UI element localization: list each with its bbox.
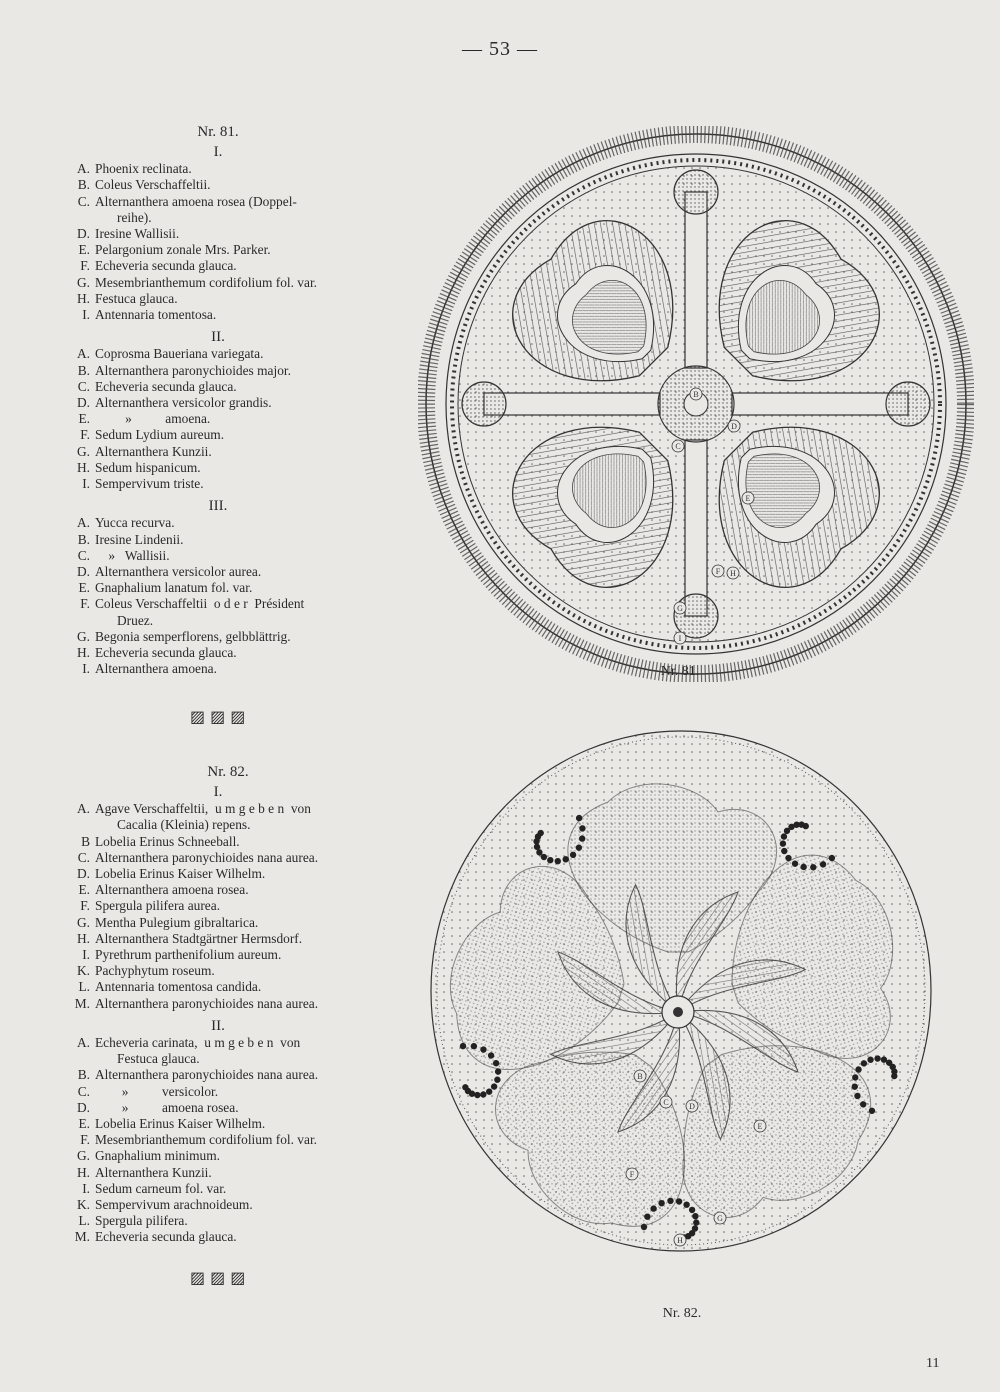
item-text: Antennaria tomentosa.: [95, 307, 217, 323]
list-item: [68, 1035, 348, 1051]
ornament-divider-2: ▨▨▨: [190, 1270, 251, 1287]
nr81-section-numeral: III.: [208, 498, 228, 515]
path-strip: [685, 192, 707, 368]
item-text: Festuca glauca.: [95, 290, 178, 306]
nr82-section-numeral: II.: [211, 1017, 225, 1034]
item-key: G.: [76, 914, 90, 930]
nr81-section-numeral: II.: [211, 329, 225, 346]
item-key: E.: [78, 242, 90, 258]
plan-label: G: [677, 604, 683, 613]
item-text: Alternanthera Stadtgärtner Hermsdorf.: [95, 930, 303, 946]
item-key: E.: [78, 882, 90, 898]
item-key: C.: [77, 547, 90, 563]
spiral-dot: [692, 1213, 698, 1219]
item-text: Pyrethrum parthenifolium aureum.: [95, 947, 282, 963]
list-item: [68, 379, 348, 395]
nr82-garden-plan: [426, 726, 936, 1256]
list-item: [68, 580, 348, 596]
list-item: [68, 307, 348, 323]
item-key: C.: [77, 849, 90, 865]
item-key: H.: [76, 930, 90, 946]
item-text: Coprosma Baueriana variegata.: [95, 346, 264, 362]
list-item: [68, 801, 348, 817]
item-key: I.: [82, 947, 90, 963]
list-item: [68, 564, 348, 580]
list-item: [68, 291, 348, 307]
item-text: Alternanthera versicolor aurea.: [95, 564, 262, 580]
nr82-plant-list: [68, 784, 348, 1246]
list-item: [68, 661, 348, 677]
item-text: Sedum carneum fol. var.: [95, 1180, 227, 1196]
list-item: [68, 834, 348, 850]
item-key: A.: [76, 801, 90, 817]
list-item: [68, 242, 348, 258]
item-key: G.: [76, 443, 90, 459]
item-key: I.: [82, 1180, 90, 1196]
item-text: Alternanthera paronychioides major.: [95, 362, 291, 378]
list-item: [68, 515, 348, 531]
list-item: [68, 817, 348, 833]
item-text: Pachyphytum roseum.: [95, 963, 215, 979]
plan-label: G: [717, 1214, 723, 1223]
spiral-dot: [689, 1207, 695, 1213]
list-item: [68, 996, 348, 1012]
item-key: [68, 817, 95, 833]
list-item: [68, 979, 348, 995]
list-item: [68, 427, 348, 443]
item-text: Mesembrianthemum cordifolium fol. var.: [95, 1132, 318, 1148]
item-key: E.: [78, 411, 90, 427]
list-item: [68, 1100, 348, 1116]
item-text: Echeveria secunda glauca.: [95, 258, 237, 274]
list-item: [68, 1067, 348, 1083]
item-key: G.: [76, 628, 90, 644]
item-text: Yucca recurva.: [95, 515, 175, 531]
nr81-caption: Nr. 81.: [660, 664, 700, 679]
item-key: D.: [76, 866, 90, 882]
item-key: E.: [78, 1116, 90, 1132]
item-text: Echeveria secunda glauca.: [95, 645, 237, 661]
spiral-dot: [667, 1198, 673, 1204]
nr81-section-numeral: I.: [213, 144, 223, 160]
item-key: D.: [76, 226, 90, 242]
item-text: Gnaphalium minimum.: [95, 1148, 220, 1164]
item-text: » Wallisii.: [95, 547, 170, 563]
list-item: [68, 882, 348, 898]
list-item: [68, 1197, 348, 1213]
plan-label: F: [629, 1170, 635, 1179]
plan-label: E: [757, 1122, 763, 1131]
list-item: [68, 613, 348, 629]
item-key: F.: [80, 898, 90, 914]
item-key: F.: [80, 1132, 90, 1148]
item-key: B.: [77, 1067, 90, 1083]
item-text: Begonia semperflorens, gelbblättrig.: [95, 628, 291, 644]
path-end-bed: [462, 382, 506, 426]
item-text: Alternanthera Kunzii.: [95, 1164, 212, 1180]
list-item: [68, 363, 348, 379]
item-text: » versicolor.: [95, 1083, 219, 1099]
item-key: C.: [77, 1083, 90, 1099]
item-key: M.: [74, 995, 90, 1011]
signature-mark: 11: [926, 1356, 940, 1371]
item-text: Phoenix reclinata.: [95, 161, 192, 177]
spiral-dot: [650, 1205, 656, 1211]
item-key: [68, 210, 95, 226]
plan-label: B: [693, 390, 699, 399]
item-key: A.: [76, 161, 90, 177]
item-key: H.: [76, 290, 90, 306]
list-item: [68, 210, 348, 226]
item-text: Lobelia Erinus Kaiser Wilhelm.: [95, 866, 266, 882]
list-item: [68, 1051, 348, 1067]
item-text: reihe).: [117, 209, 152, 225]
list-item: [68, 1229, 348, 1245]
plan-label: F: [715, 567, 721, 576]
list-item: [68, 947, 348, 963]
item-text: Festuca glauca.: [117, 1051, 200, 1067]
item-key: B.: [77, 531, 90, 547]
item-text: Spergula pilifera.: [95, 1213, 188, 1229]
item-text: Mentha Pulegium gibraltarica.: [95, 914, 259, 930]
item-key: M.: [74, 1229, 90, 1245]
item-key: D.: [76, 395, 90, 411]
list-item: [68, 177, 348, 193]
item-key: C.: [77, 193, 90, 209]
item-text: Antennaria tomentosa candida.: [95, 979, 262, 995]
list-item: [68, 548, 348, 564]
item-key: I.: [82, 307, 90, 323]
nr82-caption: Nr. 82.: [662, 1306, 702, 1321]
item-text: Lobelia Erinus Kaiser Wilhelm.: [95, 1116, 266, 1132]
plan-label: H: [730, 569, 736, 578]
list-item: [68, 275, 348, 291]
item-text: Coleus Verschaffeltii.: [95, 177, 211, 193]
list-item: [68, 476, 348, 492]
item-key: I.: [82, 476, 90, 492]
item-text: Echeveria secunda glauca.: [95, 378, 237, 394]
list-item: [68, 1213, 348, 1229]
item-key: D.: [76, 1099, 90, 1115]
item-text: Pelargonium zonale Mrs. Parker.: [95, 242, 271, 258]
list-item: [68, 866, 348, 882]
path-strip: [484, 393, 660, 415]
list-item: [68, 1181, 348, 1197]
list-item: [68, 596, 348, 612]
spiral-dot: [683, 1202, 689, 1208]
list-item: [68, 194, 348, 210]
list-item: [68, 346, 348, 362]
item-key: A.: [76, 346, 90, 362]
item-text: Spergula pilifera aurea.: [95, 898, 221, 914]
item-key: B.: [77, 177, 90, 193]
list-item: [68, 915, 348, 931]
item-key: G.: [76, 1148, 90, 1164]
list-item: [68, 963, 348, 979]
plan-label: C: [663, 1098, 669, 1107]
item-key: B: [81, 833, 90, 849]
item-key: H.: [76, 459, 90, 475]
list-item: [68, 532, 348, 548]
item-text: Alternanthera amoena.: [95, 661, 217, 677]
item-text: Alternanthera amoena rosea.: [95, 882, 249, 898]
item-text: Iresine Lindenii.: [95, 531, 184, 547]
item-text: » amoena rosea.: [95, 1099, 239, 1115]
item-text: Agave Verschaffeltii, u m g e b e n von: [95, 801, 311, 817]
path-strip: [685, 440, 707, 616]
item-text: Sempervivum arachnoideum.: [95, 1197, 253, 1213]
list-item: [68, 645, 348, 661]
item-text: Mesembrianthemum cordifolium fol. var.: [95, 274, 318, 290]
item-text: Alternanthera amoena rosea (Doppel-: [95, 193, 297, 209]
item-text: Echeveria carinata, u m g e b e n von: [95, 1035, 301, 1051]
list-item: [68, 1132, 348, 1148]
plan-label: C: [675, 442, 681, 451]
item-text: » amoena.: [95, 411, 211, 427]
list-item: [68, 1084, 348, 1100]
plan-label: H: [677, 1236, 683, 1245]
item-text: Alternanthera paronychioides nana aurea.: [95, 995, 319, 1011]
item-key: H.: [76, 645, 90, 661]
list-item: [68, 931, 348, 947]
spiral-dot: [658, 1200, 664, 1206]
item-key: G.: [76, 274, 90, 290]
nr82-section-numeral: I.: [213, 784, 223, 800]
list-item: [68, 411, 348, 427]
plan-label: D: [689, 1102, 695, 1111]
spiral-dot: [641, 1224, 647, 1230]
item-text: Alternanthera paronychioides nana aurea.: [95, 849, 319, 865]
item-text: Alternanthera versicolor grandis.: [95, 395, 272, 411]
item-key: A.: [76, 1035, 90, 1051]
item-text: Gnaphalium lanatum fol. var.: [95, 580, 253, 596]
plan-label: B: [637, 1072, 643, 1081]
list-item: [68, 850, 348, 866]
item-text: Druez.: [117, 612, 154, 628]
list-item: [68, 226, 348, 242]
item-text: Sempervivum triste.: [95, 476, 204, 492]
item-key: L.: [78, 1213, 90, 1229]
plan-label: D: [731, 422, 737, 431]
item-key: [68, 613, 95, 629]
item-key: K.: [76, 963, 90, 979]
nr82-title: Nr. 82.: [207, 764, 249, 780]
nr81-garden-plan: [418, 126, 974, 682]
item-text: Sedum Lydium aureum.: [95, 427, 225, 443]
list-item: [68, 898, 348, 914]
list-item: [68, 460, 348, 476]
item-key: F.: [80, 427, 90, 443]
item-text: Sedum hispanicum.: [95, 459, 201, 475]
path-strip: [732, 393, 908, 415]
item-text: Alternanthera Kunzii.: [95, 443, 212, 459]
item-key: [68, 1051, 95, 1067]
center-agave: [673, 1007, 683, 1017]
list-item: [68, 1165, 348, 1181]
item-key: C.: [77, 378, 90, 394]
item-key: B.: [77, 362, 90, 378]
path-end-bed: [674, 594, 718, 638]
list-item: [68, 444, 348, 460]
page-number: — 53 —: [462, 38, 538, 60]
list-item: [68, 258, 348, 274]
item-key: H.: [76, 1164, 90, 1180]
item-key: I.: [82, 661, 90, 677]
item-text: Lobelia Erinus Schneeball.: [95, 833, 240, 849]
item-key: F.: [80, 596, 90, 612]
item-text: Alternanthera paronychioides nana aurea.: [95, 1067, 319, 1083]
item-key: A.: [76, 515, 90, 531]
spiral-dot: [676, 1198, 682, 1204]
list-item: [68, 629, 348, 645]
list-item: [68, 395, 348, 411]
item-text: Coleus Verschaffeltii o d e r Président: [95, 596, 305, 612]
ornament-divider-1: ▨▨▨: [190, 709, 251, 726]
spiral-dot: [693, 1219, 699, 1225]
nr81-title: Nr. 81.: [197, 124, 239, 140]
list-item: [68, 1116, 348, 1132]
path-end-bed: [674, 170, 718, 214]
item-text: Cacalia (Kleinia) repens.: [117, 817, 251, 833]
plan-label: E: [745, 494, 751, 503]
list-item: [68, 1148, 348, 1164]
plan-label: I: [678, 634, 682, 643]
item-key: K.: [76, 1197, 90, 1213]
item-key: L.: [78, 979, 90, 995]
item-text: Iresine Wallisii.: [95, 226, 180, 242]
item-key: D.: [76, 564, 90, 580]
list-item: [68, 161, 348, 177]
item-text: Echeveria secunda glauca.: [95, 1229, 237, 1245]
spiral-dot: [644, 1214, 650, 1220]
nr81-plant-list: [68, 144, 348, 678]
item-key: F.: [80, 258, 90, 274]
item-key: E.: [78, 580, 90, 596]
path-end-bed: [886, 382, 930, 426]
